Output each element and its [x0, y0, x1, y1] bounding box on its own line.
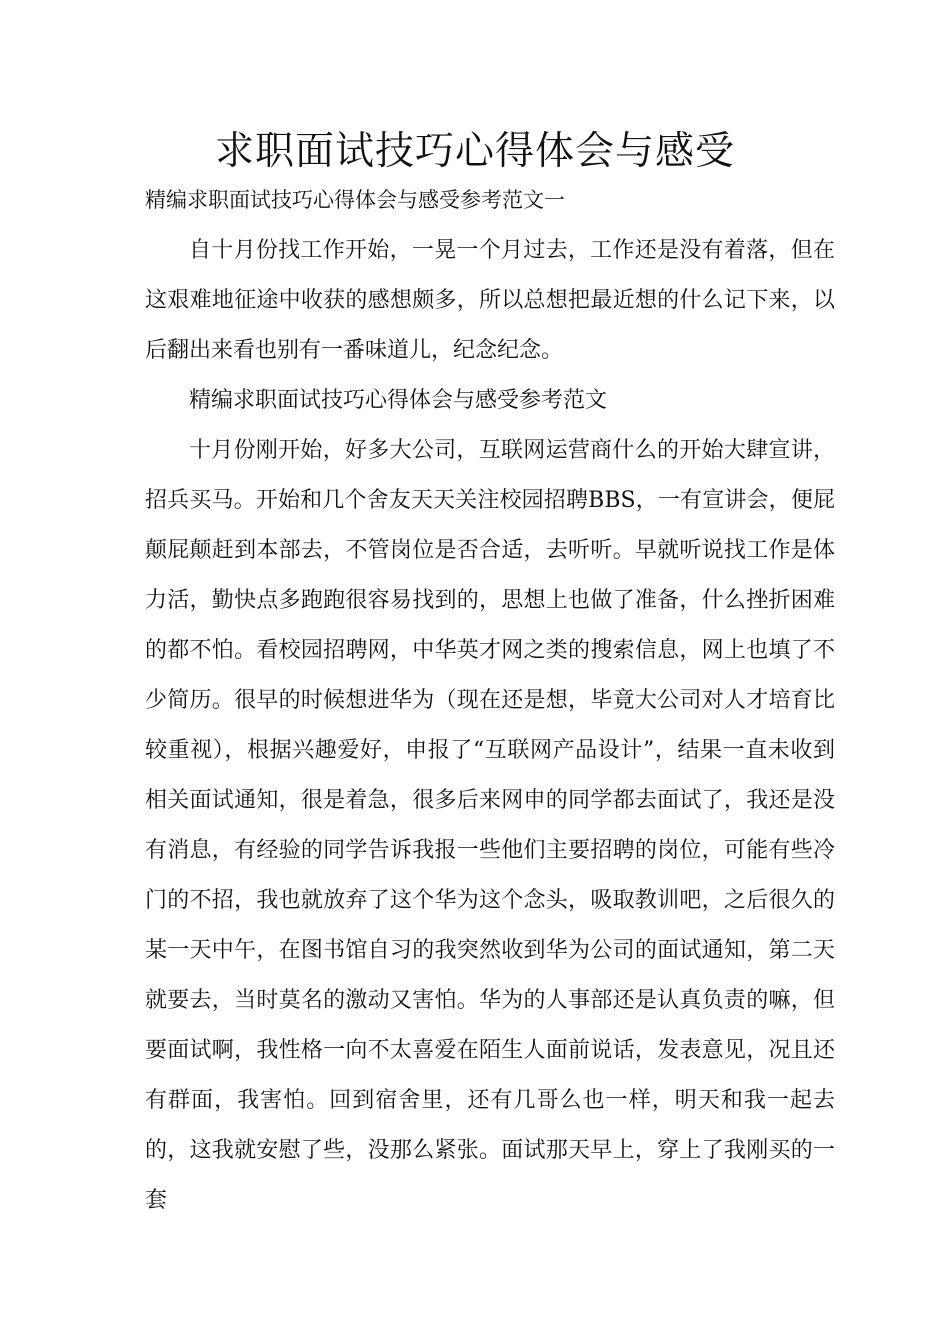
- paragraph: 精编求职面试技巧心得体会与感受参考范文: [189, 388, 608, 413]
- paragraph: 自十月份找工作开始，一晃一个月过去，工作还是没有着落，但在这艰难地征途中收获的感想颇多，所以总想把最近想的什么记下来，以后翻出来看也别有一番味道儿，纪念纪念。: [145, 238, 835, 363]
- document-title: 求职面试技巧心得体会与感受: [214, 129, 735, 174]
- document-body: [145, 226, 835, 1226]
- document-subtitle: 精编求职面试技巧心得体会与感受参考范文一: [145, 188, 565, 212]
- paragraph: 十月份刚开始，好多大公司，互联网运营商什么的开始大肆宣讲，招兵买马。开始和几个舍友天天关注校园招聘BBS，一有宣讲会，便屁颠屁颠赶到本部去，不管岗位是否合适，去听听。早就听说找工作是体力活，勤快点多跑跑很容易找到的，思想上也做了准备，什么挫折困难的都不怕。看校园招聘网，中华英才网之类的搜索信息，网上也填了不少简历。很早的时候想进华为（现在还是想，毕竟大公司对人才培育比较重视），根据兴趣爱好，申报了“互联网产品设计”，结果一直未收到相关面试通知，很是着急，很多后来网申的同学都去面试了，我还是没有消息，有经验的同学告诉我报一些他们主要招聘的岗位，可能有些冷门的不招，我也就放弃了这个华为这个念头，吸取教训吧，之后很久的某一天中午，在图书馆自习的我突然收到华为公司的面试通知，第二天就要去，当时莫名的激动又害怕。华为的人事部还是认真负责的嘛，但要面试啊，我性格一向不太喜爱在陌生人面前说话，发表意见，况且还有群面，我害怕。回到宿舍里，还有几哥么也一样，明天和我一起去的，这我就安慰了些，没那么紧张。面试那天早上，穿上了我刚买的一套: [145, 438, 835, 1213]
